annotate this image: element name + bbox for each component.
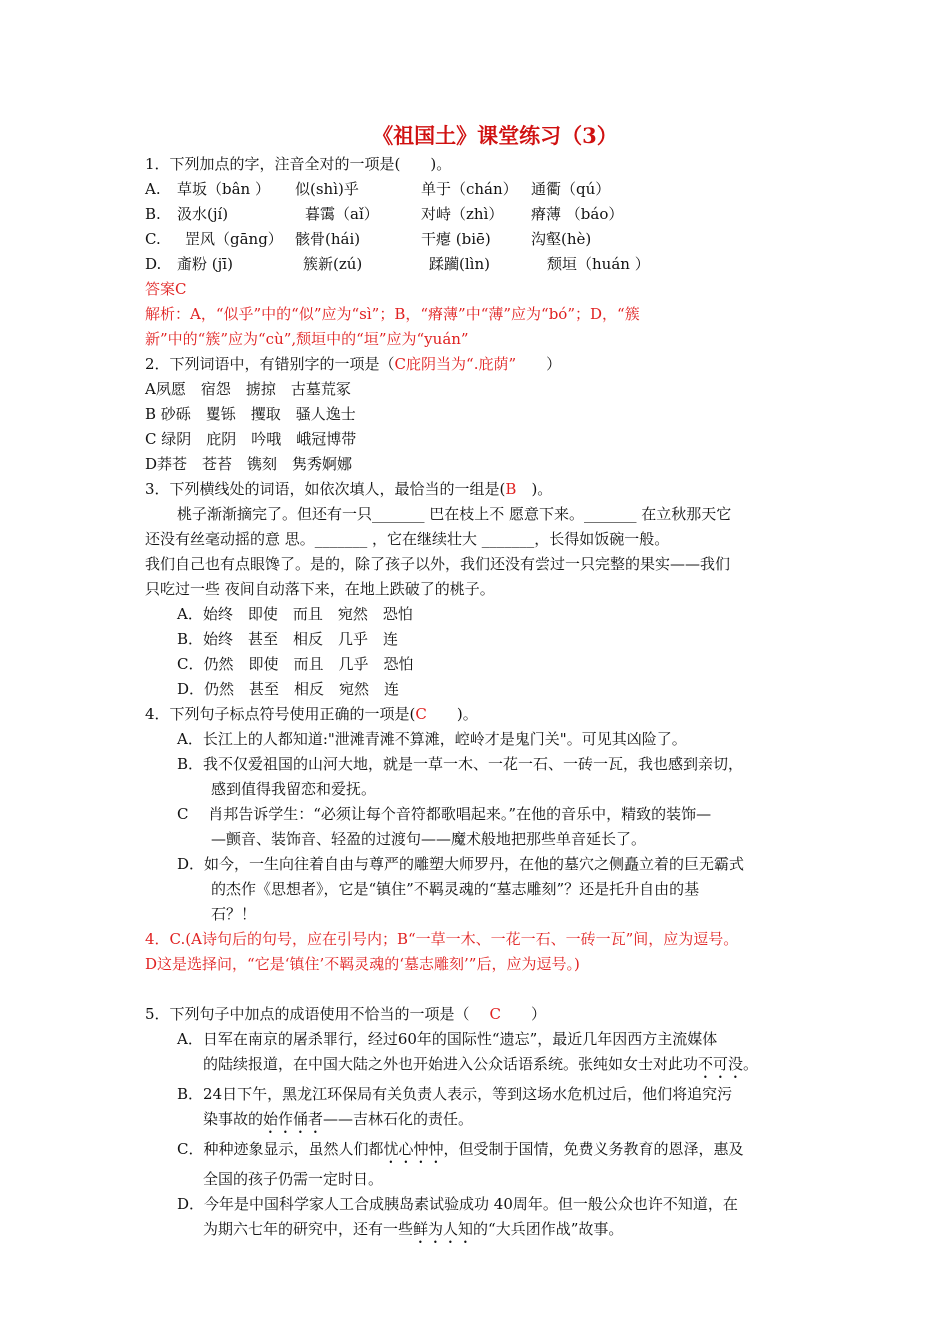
q2-option-d: D莽苍 苍苔 镌刻 隽秀婀娜 [145,455,353,473]
q4-option-d-line2: 的杰作《思想者》，它是“镇住”不羁灵魂的“墓志雕刻”？还是托升自由的基 [211,880,700,898]
q5-option-c-line2: 全国的孩子仍需一定时日。 [203,1170,384,1188]
page-title: 《祖国土》课堂练习（3） [372,123,618,148]
q5-option-d-line2: 为期六七年的研究中，还有一些鲜为人知的“大兵团作战”故事。 [203,1220,624,1238]
q5-option-a-line2: 的陆续报道，在中国大陆之外也开始进入公众话语系统。张纯如女士对此功不可没。 [203,1055,759,1073]
q2-stem: 2．下列词语中，有错别字的一项是（C庇阴当为“.庇荫” ） [145,355,562,373]
q4-option-a: A．长江上的人都知道:"泄滩青滩不算滩，崆岭才是鬼门关"。可见其凶险了。 [177,730,687,748]
q4-option-c-line2: —颤音、装饰音、轻盈的过渡句——魔术般地把那些单音延长了。 [211,830,647,848]
q4-explanation-line2: D这是选择问，“它是‘镇住’不羁灵魂的‘墓志雕刻’”后，应为逗号。) [145,955,580,973]
q2-option-c: C 绿阴 庇阴 吟哦 峨冠博带 [145,430,357,448]
q2-answer: C庇阴当为“.庇荫” [394,355,517,373]
worksheet [145,120,825,1247]
q3-stem: 3．下列横线处的词语，如依次填人，最恰当的一组是(B )。 [145,480,553,498]
dotted-idiom: 鲜为人知 [413,1220,474,1238]
q1-option-d: D. 齑粉 (jī) 簇新(zú) 蹂躏(lìn) 颓垣（huán ） [145,255,650,273]
q5-option-b-line2: 染事故的始作俑者——吉林石化的责任。 [203,1110,474,1128]
q1-analysis-line2: 新”中的“簇”应为“cù”,颓垣中的“垣”应为“yuán” [145,330,469,348]
spacer [145,977,825,1002]
q4-option-d-line1: D．如今，一生向往着自由与尊严的雕塑大师罗丹，在他的墓穴之侧矗立着的巨无霸式 [177,855,745,873]
q4-option-b-line1: B．我不仅爱祖国的山河大地，就是一草一木、一花一石、一砖一瓦，我也感到亲切， [177,755,744,773]
q4-answer: C [415,705,427,723]
q3-passage-line2: 还没有丝毫动摇的意 思。_______ ，它在继续壮大 _______，长得如饭碗一般。 [145,530,670,548]
q4-stem: 4．下列句子标点符号使用正确的一项是(C )。 [145,705,478,723]
q3-option-c: C．仍然 即使 而且 几乎 恐怕 [177,655,414,673]
q3-passage-line1: 桃子渐渐摘完了。但还有一只_______ 巴在枝上不 愿意下来。_______ 在立秋那天它 [177,505,732,523]
q4-option-d-line3: 石？！ [211,905,257,923]
q5-option-a-line1: A．日军在南京的屠杀罪行，经过60年的国际性“遗忘”，最近几年因西方主流媒体 [177,1030,718,1048]
q5-option-c-line1: C．种种迹象显示，虽然人们都忧心忡忡，但受制于国情，免费义务教育的恩泽，惠及 [177,1140,744,1158]
q1-option-c: C. 罡风（gāng） 骸骨(hái) 干瘪 (biē) 沟壑(hè) [145,230,592,248]
q3-option-a: A．始终 即使 而且 宛然 恐怕 [177,605,413,623]
q1-answer: 答案C [145,280,187,298]
q5-answer: C [489,1005,502,1023]
q1-analysis-line1: 解析：A，“似乎”中的“似”应为“sì”；B，“瘠薄”中“薄”应为“bó”；D，“簇 [145,305,640,323]
q5-stem: 5．下列句子中加点的成语使用不恰当的一项是（ C ） [145,1005,547,1023]
q2-option-b: B 砂砾 矍铄 攫取 骚人逸士 [145,405,356,423]
q4-option-c-line1: C 肖邦告诉学生：“必须让每个音符都歌唱起来。”在他的音乐中，精致的装饰— [177,805,712,823]
dotted-idiom: 忧心忡忡 [383,1140,444,1158]
q2-option-a: A夙愿 宿怨 掳掠 古墓荒冢 [145,380,351,398]
q3-option-d: D．仍然 甚至 相反 宛然 连 [177,680,400,698]
dotted-idiom: 始作俑者 [263,1110,324,1128]
q3-option-b: B．始终 甚至 相反 几乎 连 [177,630,399,648]
q1-stem: 1．下列加点的字，注音全对的一项是( )。 [145,155,452,173]
dotted-idiom: 不可没 [698,1055,744,1073]
q5-option-d-line1: D．今年是中国科学家人工合成胰岛素试验成功 40周年。但一般公众也许不知道，在 [177,1195,738,1213]
q5-option-b-line1: B．24日下午，黑龙江环保局有关负责人表示，等到这场水危机过后，他们将追究污 [177,1085,733,1103]
q1-option-b: B. 汲水(jí) 暮霭（aǐ） 对峙（zhì） 瘠薄 （báo） [145,205,624,223]
q3-passage-line4: 只吃过一些 夜间自动落下来，在地上跌破了的桃子。 [145,580,495,598]
q3-answer: B [505,480,517,498]
q4-explanation-line1: 4．C.(A诗句后的句号，应在引号内；B“一草一木、一花一石、一砖一瓦”间，应为逗号。 [145,930,739,948]
q3-passage-line3: 我们自己也有点眼馋了。是的，除了孩子以外，我们还没有尝过一只完整的果实——我们 [145,555,731,573]
q1-option-a: A. 草坂（bân ） 似(shì)乎 单于（chán） 通衢（qú） [145,180,611,198]
q4-option-b-line2: 感到值得我留恋和爱抚。 [211,780,377,798]
